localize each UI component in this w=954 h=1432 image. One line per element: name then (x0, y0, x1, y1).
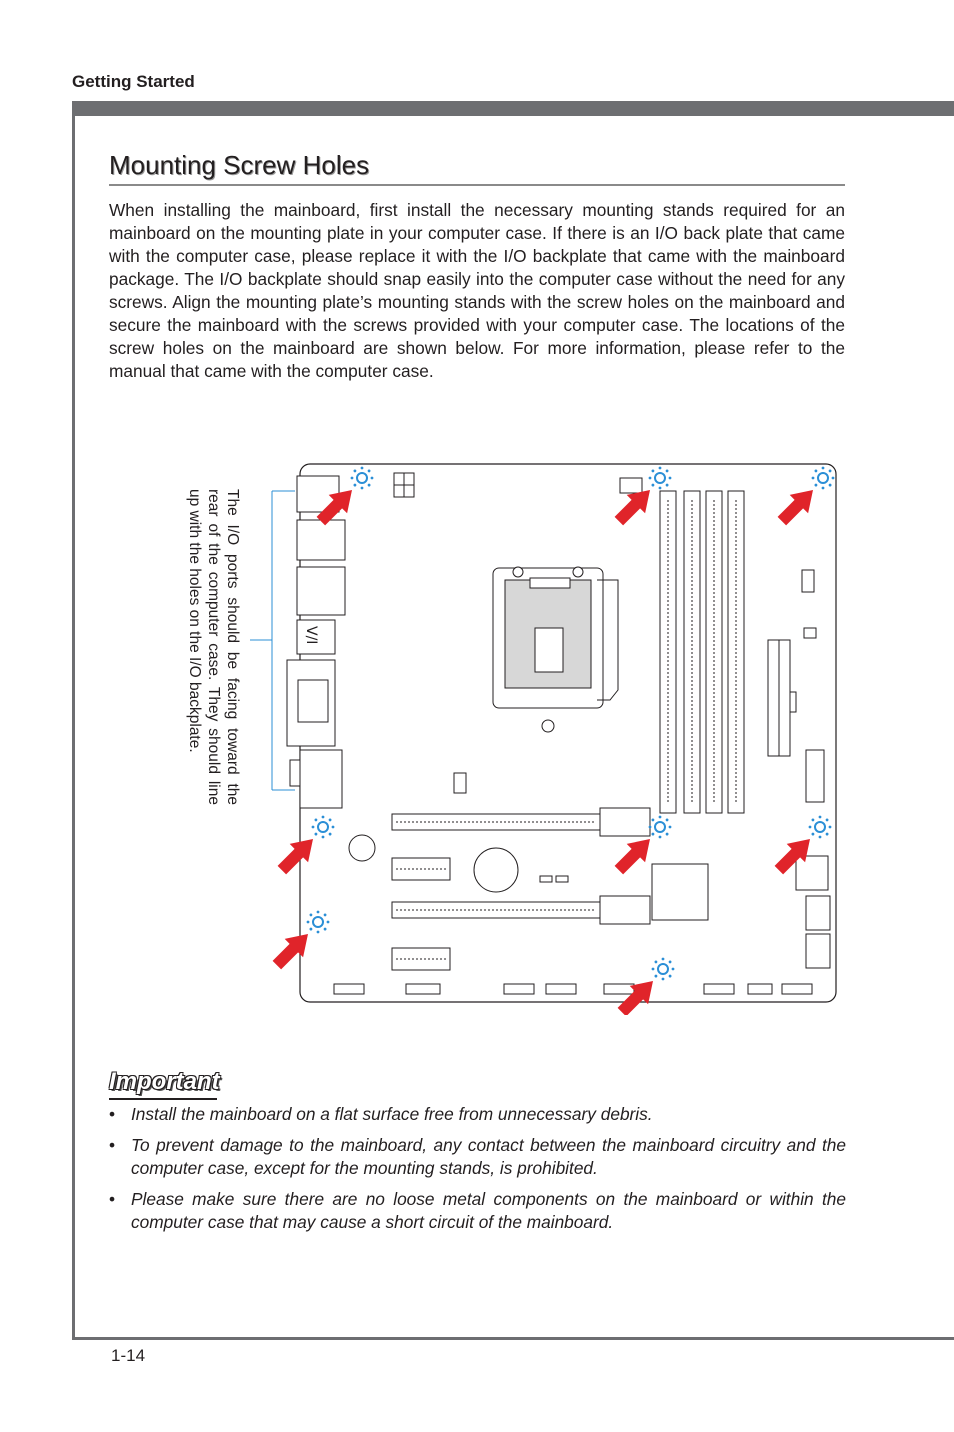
title-underline (109, 184, 845, 186)
bullet: • (109, 1104, 116, 1124)
bullet: • (109, 1189, 116, 1209)
note-item (109, 1103, 846, 1126)
note-text: Install the mainboard on a flat surface free from unnecessary debris. (131, 1104, 653, 1124)
io-callout-text: The I/O ports should be facing toward the rear of the computer case. They should line up with the holes on the I/O backplate. (186, 489, 241, 805)
mainboard-outline (300, 464, 836, 1002)
cmos-battery (474, 848, 518, 892)
footer-rule (72, 1337, 954, 1340)
svg-text:V/I: V/I (303, 626, 319, 645)
sata-connector (796, 856, 828, 890)
fan-header (620, 478, 642, 493)
section-header: Getting Started (72, 72, 195, 91)
note-item (109, 1188, 846, 1234)
important-notes (109, 1103, 846, 1242)
note-text: To prevent damage to the mainboard, any contact between the mainboard circuitry and the computer case, except for the mounting stands, is prohibited. (131, 1135, 846, 1178)
note-item (109, 1134, 846, 1180)
page-title: Mounting Screw Holes (109, 150, 370, 180)
usb3-header (806, 750, 824, 802)
buzzer (349, 835, 375, 861)
bullet: • (109, 1135, 116, 1155)
intro-paragraph: When installing the mainboard, first install the necessary mounting stands required for an mainboard on the mounting plate in your computer case. If there is an I/O back plate that came with the computer case, please replace it with the I/O backplate that came with the mainboard package. The I/O backplate should snap easily into the computer case without the need for any screws. Align the mounting plate’s mounting stands with the screw holes on the mainboard and secure the mainboard with the screws provided with your computer case. The locations of the screw holes on the mainboard are shown below. For more information, please refer to the manual that came with the computer case. (109, 200, 845, 381)
cpu-socket (493, 567, 618, 732)
left-margin-rule (72, 101, 75, 1340)
important-label: Important (109, 1068, 220, 1095)
header-bar (72, 101, 954, 116)
page-number: 1-14 (111, 1346, 146, 1365)
note-text: Please make sure there are no loose metal components on the mainboard or within the computer case that may cause a short circuit of the mainboard. (131, 1189, 846, 1232)
important-underline (109, 1098, 217, 1100)
mainboard-diagram (150, 455, 850, 1015)
chipset (652, 864, 708, 920)
